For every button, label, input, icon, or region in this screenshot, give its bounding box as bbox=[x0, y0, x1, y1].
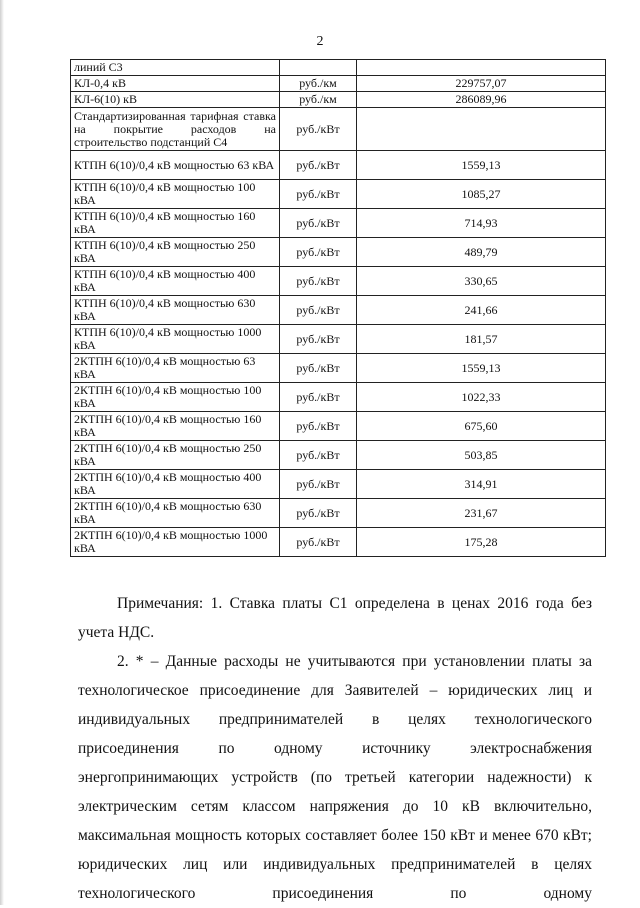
row-value: 314,91 bbox=[357, 470, 606, 499]
row-value: 714,93 bbox=[357, 209, 606, 238]
table-row bbox=[71, 499, 606, 528]
row-unit: руб./кВт bbox=[280, 325, 357, 354]
row-unit: руб./кВт bbox=[280, 238, 357, 267]
table-row bbox=[71, 412, 606, 441]
note-vat: Примечания: 1. Ставка платы С1 определена в ценах 2016 года без учета НДС. bbox=[78, 595, 592, 641]
row-value: 229757,07 bbox=[357, 76, 606, 92]
row-unit: руб./км bbox=[280, 92, 357, 108]
table-row bbox=[71, 354, 606, 383]
row-name: 2КТПН 6(10)/0,4 кВ мощностью 400 кВА bbox=[71, 470, 280, 499]
row-value: 181,57 bbox=[357, 325, 606, 354]
page-number: 2 bbox=[316, 34, 324, 49]
row-unit: руб./кВт bbox=[280, 296, 357, 325]
table-row bbox=[71, 151, 606, 180]
row-name: линий С3 bbox=[71, 60, 280, 76]
note-expenses: 2. * – Данные расходы не учитываются при установлении платы за технологическое присоединение для Заявителей – юридических лиц и индивидуальных предпринимателей в целях технологического присоединения по одному источнику электроснабжения энергопринимающих устройств (по третьей категории надежности) к электрическим сетям классом напряжения до 10 кВ включительно, максимальная мощность которых составляет более 150 кВт и менее 670 кВт; юридических лиц или индивидуальных предпринимателей в целях технологического присоединения по одному bbox=[78, 653, 592, 902]
row-name: 2КТПН 6(10)/0,4 кВ мощностью 1000 кВА bbox=[71, 528, 280, 557]
row-value: 503,85 bbox=[357, 441, 606, 470]
row-value bbox=[357, 60, 606, 76]
table-row bbox=[71, 238, 606, 267]
row-value: 231,67 bbox=[357, 499, 606, 528]
row-value: 1559,13 bbox=[357, 354, 606, 383]
row-name: КТПН 6(10)/0,4 кВ мощностью 400 кВА bbox=[71, 267, 280, 296]
row-value: 489,79 bbox=[357, 238, 606, 267]
row-name: КЛ-0,4 кВ bbox=[71, 76, 280, 92]
row-unit: руб./кВт bbox=[280, 151, 357, 180]
row-unit: руб./кВт bbox=[280, 209, 357, 238]
notes-section bbox=[78, 589, 592, 908]
row-value: 330,65 bbox=[357, 267, 606, 296]
row-name: КТПН 6(10)/0,4 кВ мощностью 630 кВА bbox=[71, 296, 280, 325]
row-name: КТПН 6(10)/0,4 кВ мощностью 160 кВА bbox=[71, 209, 280, 238]
row-name: КТПН 6(10)/0,4 кВ мощностью 250 кВА bbox=[71, 238, 280, 267]
row-name: КТПН 6(10)/0,4 кВ мощностью 63 кВА bbox=[71, 151, 280, 180]
row-unit: руб./кВт bbox=[280, 528, 357, 557]
row-name: Стандартизированная тарифная ставка на покрытие расходов на строительство подстанций С4 bbox=[71, 108, 280, 151]
row-unit: руб./кВт bbox=[280, 412, 357, 441]
row-value: 1085,27 bbox=[357, 180, 606, 209]
table-row bbox=[71, 209, 606, 238]
row-name: 2КТПН 6(10)/0,4 кВ мощностью 630 кВА bbox=[71, 499, 280, 528]
row-name: КЛ-6(10) кВ bbox=[71, 92, 280, 108]
row-name: 2КТПН 6(10)/0,4 кВ мощностью 63 кВА bbox=[71, 354, 280, 383]
rates-table bbox=[70, 59, 606, 557]
table-row bbox=[71, 92, 606, 108]
table-row bbox=[71, 383, 606, 412]
row-unit: руб./кВт bbox=[280, 267, 357, 296]
table-row bbox=[71, 441, 606, 470]
row-unit: руб./кВт bbox=[280, 354, 357, 383]
row-unit bbox=[280, 60, 357, 76]
row-name: 2КТПН 6(10)/0,4 кВ мощностью 250 кВА bbox=[71, 441, 280, 470]
row-unit: руб./кВт bbox=[280, 108, 357, 151]
table-row bbox=[71, 470, 606, 499]
table-row bbox=[71, 528, 606, 557]
table-row bbox=[71, 76, 606, 92]
table-row bbox=[71, 60, 606, 76]
row-unit: руб./кВт bbox=[280, 499, 357, 528]
row-value bbox=[357, 108, 606, 151]
row-value: 286089,96 bbox=[357, 92, 606, 108]
table-row bbox=[71, 267, 606, 296]
row-value: 175,28 bbox=[357, 528, 606, 557]
row-name: КТПН 6(10)/0,4 кВ мощностью 100 кВА bbox=[71, 180, 280, 209]
table-row bbox=[71, 180, 606, 209]
row-unit: руб./кВт bbox=[280, 441, 357, 470]
row-value: 675,60 bbox=[357, 412, 606, 441]
table-row bbox=[71, 325, 606, 354]
scan-edge bbox=[0, 0, 4, 905]
row-unit: руб./км bbox=[280, 76, 357, 92]
row-name: КТПН 6(10)/0,4 кВ мощностью 1000 кВА bbox=[71, 325, 280, 354]
row-unit: руб./кВт bbox=[280, 470, 357, 499]
row-unit: руб./кВт bbox=[280, 180, 357, 209]
row-name: 2КТПН 6(10)/0,4 кВ мощностью 100 кВА bbox=[71, 383, 280, 412]
row-name: 2КТПН 6(10)/0,4 кВ мощностью 160 кВА bbox=[71, 412, 280, 441]
row-value: 1559,13 bbox=[357, 151, 606, 180]
row-value: 1022,33 bbox=[357, 383, 606, 412]
row-unit: руб./кВт bbox=[280, 383, 357, 412]
table-row bbox=[71, 296, 606, 325]
row-value: 241,66 bbox=[357, 296, 606, 325]
table-row bbox=[71, 108, 606, 151]
